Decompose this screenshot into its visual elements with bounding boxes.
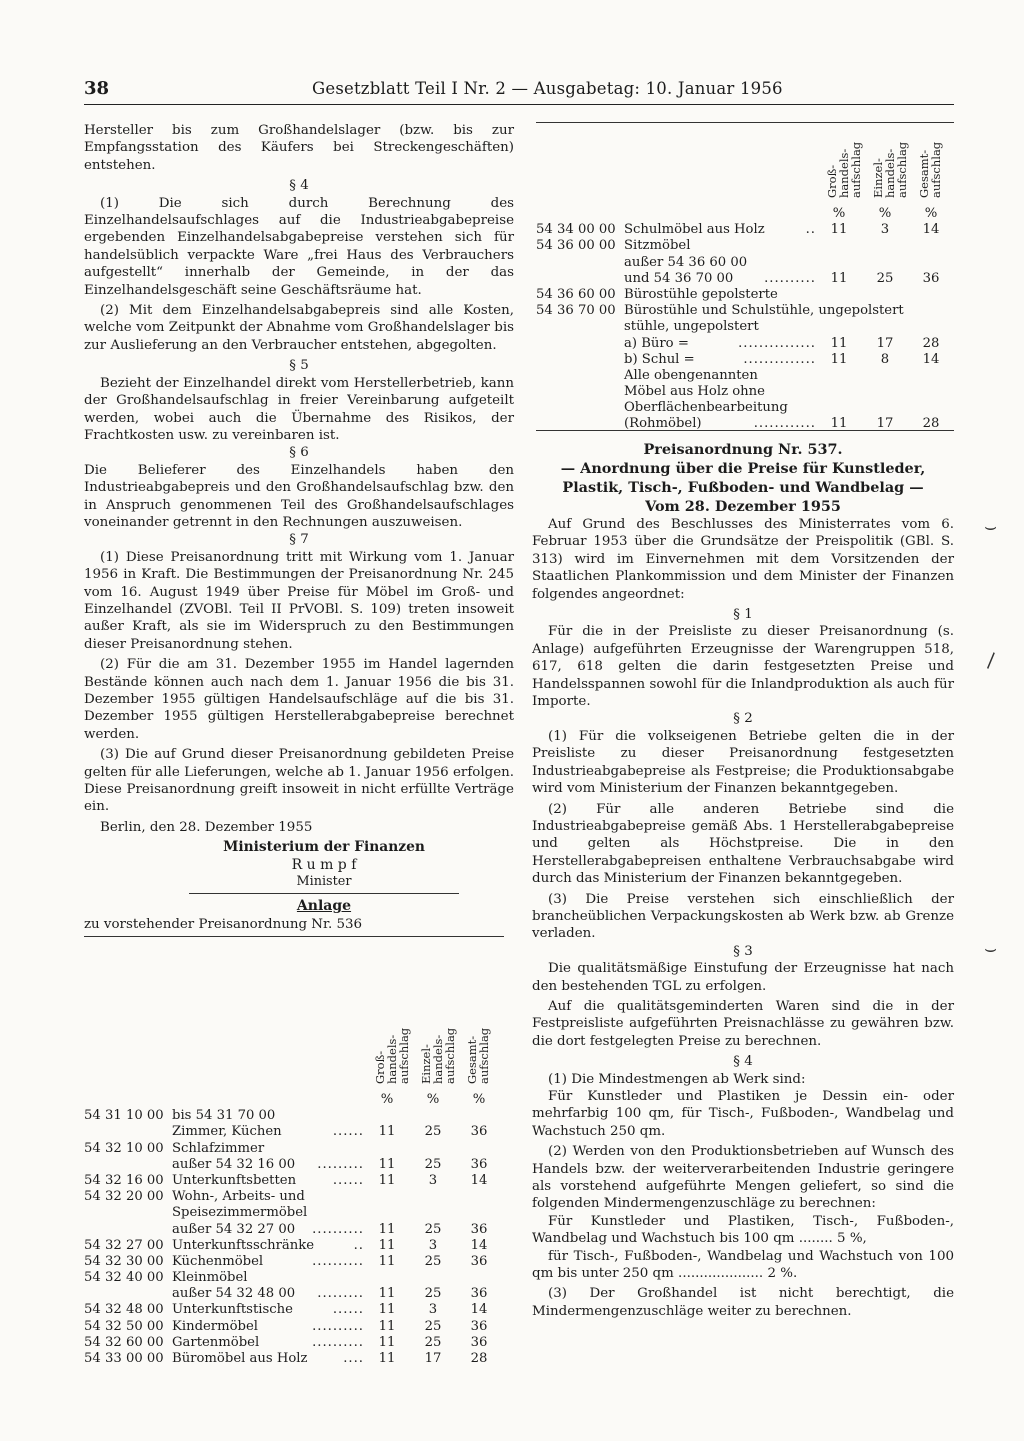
header-einzelhandel: Einzel-handels-aufschlag <box>871 141 909 198</box>
item-description: Sitzmöbel <box>624 238 691 254</box>
item-description: Zimmer, Küchen <box>172 1124 282 1140</box>
header-einzelhandel: Einzel-handels-aufschlag <box>419 1027 457 1084</box>
r-section-2-heading: § 2 <box>733 711 753 727</box>
gesamt-value: 14 <box>470 1172 488 1188</box>
item-description: und 54 36 70 00 <box>624 270 734 286</box>
item-code: 54 31 10 00 <box>84 1108 164 1124</box>
r-section-3-heading: § 3 <box>733 943 753 959</box>
section-6-heading: § 6 <box>289 445 309 461</box>
item-description: Schulmöbel aus Holz <box>624 222 765 238</box>
einzelhandel-value: 25 <box>876 270 894 286</box>
item-description: (Rohmöbel) <box>624 416 702 432</box>
einzelhandel-value: 25 <box>424 1124 442 1140</box>
item-code: 54 32 60 00 <box>84 1334 164 1350</box>
preamble: Auf Grund des Beschlusses des Ministerrates vom 6. Februar 1953 über die Grundsätze der Preispolitik (GBl. S. 313) wird im Einvernehmen mit dem Vorsitzenden der Staatlichen Plankommission und dem Minister der Finanzen folgendes angeordnet: <box>532 517 954 602</box>
leader-dots: ...... <box>332 1302 364 1318</box>
table-row <box>84 1124 504 1140</box>
item-code: 54 36 60 00 <box>536 286 616 302</box>
grosshandel-value: 11 <box>378 1221 396 1237</box>
leader-dots: .......... <box>312 1253 364 1269</box>
place-date: Berlin, den 28. Dezember 1955 <box>100 819 313 835</box>
table-row <box>84 1270 504 1286</box>
grosshandel-value: 11 <box>830 335 848 351</box>
table-top-rule <box>84 936 504 937</box>
table-row <box>84 1254 504 1270</box>
gesamt-value: 36 <box>470 1286 488 1302</box>
header-grosshandel: Groß-handels-aufschlag <box>373 1027 411 1084</box>
table-row <box>84 1222 504 1238</box>
r-section-4-para-1: (1) Die Mindestmengen ab Werk sind: <box>548 1071 806 1087</box>
item-description: Alle obengenannten <box>624 367 758 383</box>
item-description: Küchenmöbel <box>172 1253 264 1269</box>
item-code: 54 33 00 00 <box>84 1351 164 1366</box>
item-description: Schlafzimmer <box>172 1140 265 1156</box>
section-7-heading: § 7 <box>289 532 309 548</box>
grosshandel-value: 11 <box>830 270 848 286</box>
grosshandel-value: 11 <box>378 1124 396 1140</box>
item-description: b) Schul = <box>624 351 695 367</box>
units-row <box>84 1092 504 1108</box>
grosshandel-value: 11 <box>830 222 848 238</box>
leader-dots: ............ <box>753 416 816 432</box>
section-7-para-3: (3) Die auf Grund dieser Preisanordnung gebildeten Preise gelten für alle Lieferungen, welche ab 1. Januar 1956 erfolgen. Diese Preisanordnung greift insoweit in nicht erfüllte Verträge ein. <box>84 747 514 815</box>
signer-name: R u m p f <box>291 856 357 873</box>
gesamt-value: 28 <box>922 416 940 432</box>
r-section-4-para-3: (3) Der Großhandel ist nicht berechtigt, die Mindermengenzuschläge weiter zu berechnen. <box>532 1286 954 1319</box>
gesamt-value: 36 <box>922 270 940 286</box>
leader-dots: ............... <box>738 335 816 351</box>
gesamt-value: 36 <box>470 1253 488 1269</box>
section-4-heading: § 4 <box>289 178 309 194</box>
r-section-4-heading: § 4 <box>733 1054 753 1070</box>
section-6-para-1: Die Belieferer des Einzelhandels haben den Industrieabgabepreis und den Großhandelsaufschlag bzw. den in Anspruch genommenen Teil des Großhandelsaufschlages voneinander getrennt in den Rechnungen auszuweisen. <box>84 462 514 530</box>
leader-dots: ...... <box>332 1172 364 1188</box>
gesamt-value: 14 <box>470 1237 488 1253</box>
section-7-para-2: (2) Für die am 31. Dezember 1955 im Handel lagernden Bestände können auch nach dem 1. Januar 1956 die bis 31. Dezember 1955 gültigen Handelsaufschläge auf die bis 31. Dezember 1955 gültigen Herstellerabgabepreise berechnet werden. <box>84 657 514 742</box>
ministry-name: Ministerium der Finanzen <box>223 839 425 856</box>
item-description: außer 54 32 16 00 <box>172 1156 296 1172</box>
unit-cell: % <box>472 1092 486 1107</box>
table-row <box>84 1141 504 1157</box>
item-description: außer 54 36 60 00 <box>624 254 748 270</box>
unit-cell: % <box>380 1092 394 1107</box>
r-section-2-para-1: (1) Für die volkseigenen Betriebe gelten die in der Preisliste zu dieser Preisanordnung festgesetzten Industrieabgabepreise als Festpreise; die Produktionsabgabe wird vom Ministerium der Finanzen bekanntgegeben. <box>532 728 954 797</box>
r-section-4-para-2: (2) Werden von den Produktionsbetrieben auf Wunsch des Handels bzw. der weiterverarbeitenden Industrie geringere als vorstehend aufgeführte Mengen geliefert, so sind die folgenden Mindermengenzuschläge zu berechnen: <box>532 1144 954 1212</box>
item-description: Büromöbel aus Holz <box>172 1351 308 1366</box>
units-row <box>536 206 954 222</box>
einzelhandel-value: 3 <box>428 1237 438 1253</box>
einzelhandel-value: 25 <box>424 1286 442 1302</box>
gesamt-value: 28 <box>922 335 940 351</box>
gesamt-value: 36 <box>470 1124 488 1140</box>
item-description: Oberflächenbearbeitung <box>624 400 788 416</box>
unit-cell: % <box>878 206 892 221</box>
table-row <box>536 352 954 368</box>
item-code: 54 32 40 00 <box>84 1270 164 1286</box>
leader-dots: ......... <box>317 1156 364 1172</box>
table-row <box>84 1351 504 1367</box>
r-section-1-heading: § 1 <box>733 607 753 623</box>
table-row <box>84 1108 504 1124</box>
item-description: außer 54 32 48 00 <box>172 1286 296 1302</box>
table-row <box>536 319 954 335</box>
header-title: Gesetzblatt Teil I Nr. 2 — Ausgabetag: 10. Januar 1956 <box>312 79 783 98</box>
unit-cell: % <box>426 1092 440 1107</box>
einzelhandel-value: 25 <box>424 1253 442 1269</box>
table-row <box>536 255 954 271</box>
r-section-2-para-2: (2) Für alle anderen Betriebe sind die Industrieabgabepreise gemäß Abs. 1 Herstellerabgabepreise und gelten als Höchstpreise. Die in den Herstellerabgabepreisen enthaltene Verbrauchsabgabe wird durch das Ministerium der Finanzen bekanntgegeben. <box>532 801 954 887</box>
header-grosshandel: Groß-handels-aufschlag <box>825 141 863 198</box>
table-row <box>84 1205 504 1221</box>
table-row <box>84 1173 504 1189</box>
table-row <box>536 400 954 416</box>
item-description: Speisezimmermöbel <box>172 1205 308 1221</box>
item-description: a) Büro = <box>624 335 689 351</box>
surcharge-line-2: für Tisch-, Fußboden-, Wandbelag und Wachstuch von 100 qm bis unter 250 qm .................... 2 %. <box>532 1248 954 1282</box>
item-code: 54 32 27 00 <box>84 1237 164 1253</box>
grosshandel-value: 11 <box>378 1351 396 1366</box>
margin-mark: ⌣ <box>984 514 998 538</box>
table-row <box>84 1157 504 1173</box>
annex-subtitle: zu vorstehender Preisanordnung Nr. 536 <box>84 917 363 933</box>
right-column <box>532 440 954 1320</box>
table-row <box>84 1302 504 1318</box>
leader-dots: .............. <box>743 351 816 367</box>
header-gesamt: Gesamt-aufschlag <box>917 141 943 198</box>
grosshandel-value: 11 <box>378 1302 396 1318</box>
item-code: 54 32 16 00 <box>84 1172 164 1188</box>
ordinance-title: Preisanordnung Nr. 537. <box>643 441 843 458</box>
table-top-rule-right <box>536 122 954 123</box>
page-number: 38 <box>84 78 110 99</box>
table-row <box>536 368 954 384</box>
grosshandel-value: 11 <box>378 1253 396 1269</box>
divider <box>189 893 459 894</box>
header-gesamt: Gesamt-aufschlag <box>465 1027 491 1084</box>
gesamt-value: 36 <box>470 1318 488 1334</box>
ordinance-subtitle-1: — Anordnung über die Preise für Kunstleder, <box>560 460 926 477</box>
gesamt-value: 36 <box>470 1334 488 1350</box>
section-5-para-1: Bezieht der Einzelhandel direkt vom Herstellerbetrieb, kann der Großhandelsaufschlag in freier Vereinbarung aufgeteilt werden, wobei auch die Übernahme des Risikos, der Frachtkosten usw. zu vereinbaren ist. <box>84 375 514 443</box>
item-description: Kindermöbel <box>172 1318 259 1334</box>
item-code: 54 36 00 00 <box>536 238 616 254</box>
grosshandel-value: 11 <box>378 1237 396 1253</box>
gesamt-value: 36 <box>470 1221 488 1237</box>
unit-cell: % <box>924 206 938 221</box>
gesamt-value: 14 <box>922 222 940 238</box>
table-row <box>84 1238 504 1254</box>
grosshandel-value: 11 <box>830 351 848 367</box>
section-7-para-1: (1) Diese Preisanordnung tritt mit Wirkung vom 1. Januar 1956 in Kraft. Die Bestimmungen der Preisanordnung Nr. 245 vom 16. August 1949 über Preise für Möbel im Groß- und Einzelhandel (ZVOBl. Teil II PrVOBl. S. 109) treten insoweit außer Kraft, als sie im Widerspruch zu den Bestimmungen dieser Preisanordnung stehen. <box>84 549 514 652</box>
item-description: Bürostühle und Schulstühle, ungepolstert <box>624 303 904 319</box>
item-description: Unterkunftsschränke <box>172 1237 315 1253</box>
item-code: 54 34 00 00 <box>536 222 616 238</box>
grosshandel-value: 11 <box>378 1334 396 1350</box>
margin-mark: ⌣ <box>984 936 998 960</box>
r-section-1-para-1: Für die in der Preisliste zu dieser Preisanordnung (s. Anlage) aufgeführten Erzeugnisse der Warengruppen 518, 617, 618 gelten die darin festgesetzten Preise und Handelsspannen sowohl für die Inlandproduktion als auch für Importe. <box>532 624 954 710</box>
leader-dots: .......... <box>764 270 816 286</box>
einzelhandel-value: 17 <box>424 1351 442 1366</box>
r-section-3-para-2: Auf die qualitätsgeminderten Waren sind die in der Festpreisliste aufgeführten Preisnachlässe zu gewähren bzw. die dort festgelegten Preise zu berechnen. <box>532 998 954 1049</box>
intro-text: Hersteller bis zum Großhandelslager (bzw. bis zur Empfangsstation des Käufers bei Streckengeschäften) entstehen. <box>84 123 514 173</box>
einzelhandel-value: 17 <box>876 335 894 351</box>
einzelhandel-value: 17 <box>876 416 894 432</box>
grosshandel-value: 11 <box>378 1172 396 1188</box>
einzelhandel-value: 3 <box>428 1302 438 1318</box>
r-section-2-para-3: (3) Die Preise verstehen sich einschließlich der brancheüblichen Verpackungskosten ab Werk bzw. ab Grenze verladen. <box>532 891 954 942</box>
table-row <box>536 336 954 352</box>
gesamt-value: 36 <box>470 1156 488 1172</box>
signer-role: Minister <box>296 874 352 890</box>
gesamt-value: 28 <box>470 1351 488 1366</box>
ordinance-date: Vom 28. Dezember 1955 <box>645 498 841 515</box>
table-row <box>536 238 954 254</box>
r-section-4-para-1b: Für Kunstleder und Plastiken je Dessin ein- oder mehrfarbig 100 qm, für Tisch-, Fußboden-, Wandbelag und Wachstuch 250 qm. <box>532 1089 954 1139</box>
item-description: Wohn-, Arbeits- und <box>172 1189 305 1205</box>
table-row <box>84 1319 504 1335</box>
grosshandel-value: 11 <box>830 416 848 432</box>
item-description: Bürostühle gepolsterte <box>624 286 778 302</box>
table-row <box>536 384 954 400</box>
item-code: 54 32 50 00 <box>84 1318 164 1334</box>
left-column <box>84 122 514 937</box>
margin-mark: \ <box>981 648 1002 672</box>
annex-table <box>84 1018 504 1366</box>
leader-dots: .. <box>805 222 816 238</box>
einzelhandel-value: 25 <box>424 1156 442 1172</box>
item-description: stühle, ungepolstert <box>624 319 759 335</box>
unit-cell: % <box>832 206 846 221</box>
table-bottom-rule <box>536 430 954 431</box>
item-code: 54 36 70 00 <box>536 303 616 319</box>
item-code: 54 32 48 00 <box>84 1302 164 1318</box>
section-5-heading: § 5 <box>289 358 309 374</box>
gesamt-value: 14 <box>922 351 940 367</box>
einzelhandel-value: 8 <box>880 351 890 367</box>
r-section-3-para-1: Die qualitätsmäßige Einstufung der Erzeugnisse hat nach den bestehenden TGL zu erfolgen. <box>532 961 954 994</box>
leader-dots: .......... <box>312 1221 364 1237</box>
section-4-para-1: (1) Die sich durch Berechnung des Einzelhandelsaufschlages auf die Industrieabgabepreise ergebenden Einzelhandelsabgabepreise verstehen sich für handelsüblich verpackte Ware „frei Haus des Verbrauchers aufgestellt“ innerhalb der Gemeinde, in der das Einzelhandelsgeschäft seine Geschäftsräume hat. <box>84 195 514 298</box>
item-description: außer 54 32 27 00 <box>172 1221 296 1237</box>
table-row <box>536 287 954 303</box>
table-row <box>536 222 954 238</box>
item-code: 54 32 10 00 <box>84 1140 164 1156</box>
table-row <box>84 1286 504 1302</box>
table-row <box>536 271 954 287</box>
item-description: Gartenmöbel <box>172 1334 260 1350</box>
grosshandel-value: 11 <box>378 1156 396 1172</box>
item-description: Möbel aus Holz ohne <box>624 384 765 400</box>
einzelhandel-value: 25 <box>424 1221 442 1237</box>
leader-dots: .......... <box>312 1318 364 1334</box>
leader-dots: ......... <box>317 1286 364 1302</box>
ordinance-subtitle-2: Plastik, Tisch-, Fußboden- und Wandbelag — <box>562 479 924 496</box>
gesamt-value: 14 <box>470 1302 488 1318</box>
einzelhandel-value: 3 <box>428 1172 438 1188</box>
einzelhandel-value: 25 <box>424 1318 442 1334</box>
leader-dots: .......... <box>312 1334 364 1350</box>
table-row <box>84 1335 504 1351</box>
table-row <box>84 1189 504 1205</box>
item-code: 54 32 30 00 <box>84 1253 164 1269</box>
leader-dots: .. <box>353 1237 364 1253</box>
leader-dots: .... <box>343 1351 364 1366</box>
item-description: Kleinmöbel <box>172 1270 248 1286</box>
grosshandel-value: 11 <box>378 1286 396 1302</box>
item-description: Unterkunftsbetten <box>172 1172 297 1188</box>
page-header <box>84 78 954 105</box>
grosshandel-value: 11 <box>378 1318 396 1334</box>
einzelhandel-value: 25 <box>424 1334 442 1350</box>
item-description: Unterkunftstische <box>172 1302 293 1318</box>
section-4-para-2: (2) Mit dem Einzelhandelsabgabepreis sind alle Kosten, welche vom Zeitpunkt der Abnahme vom Großhandelslager bis zur Auslieferung an den Verbraucher entstehen, abgegolten. <box>84 303 514 353</box>
annex-title: Anlage <box>296 898 352 915</box>
leader-dots: ...... <box>332 1124 364 1140</box>
surcharge-line-1: Für Kunstleder und Plastiken, Tisch-, Fußboden-, Wandbelag und Wachstuch bis 100 qm ........ 5 %, <box>532 1213 954 1247</box>
item-description: bis 54 31 70 00 <box>172 1108 276 1124</box>
annex-table-continued <box>536 122 954 432</box>
table-row <box>536 303 954 319</box>
item-code: 54 32 20 00 <box>84 1189 164 1205</box>
einzelhandel-value: 3 <box>880 222 890 238</box>
